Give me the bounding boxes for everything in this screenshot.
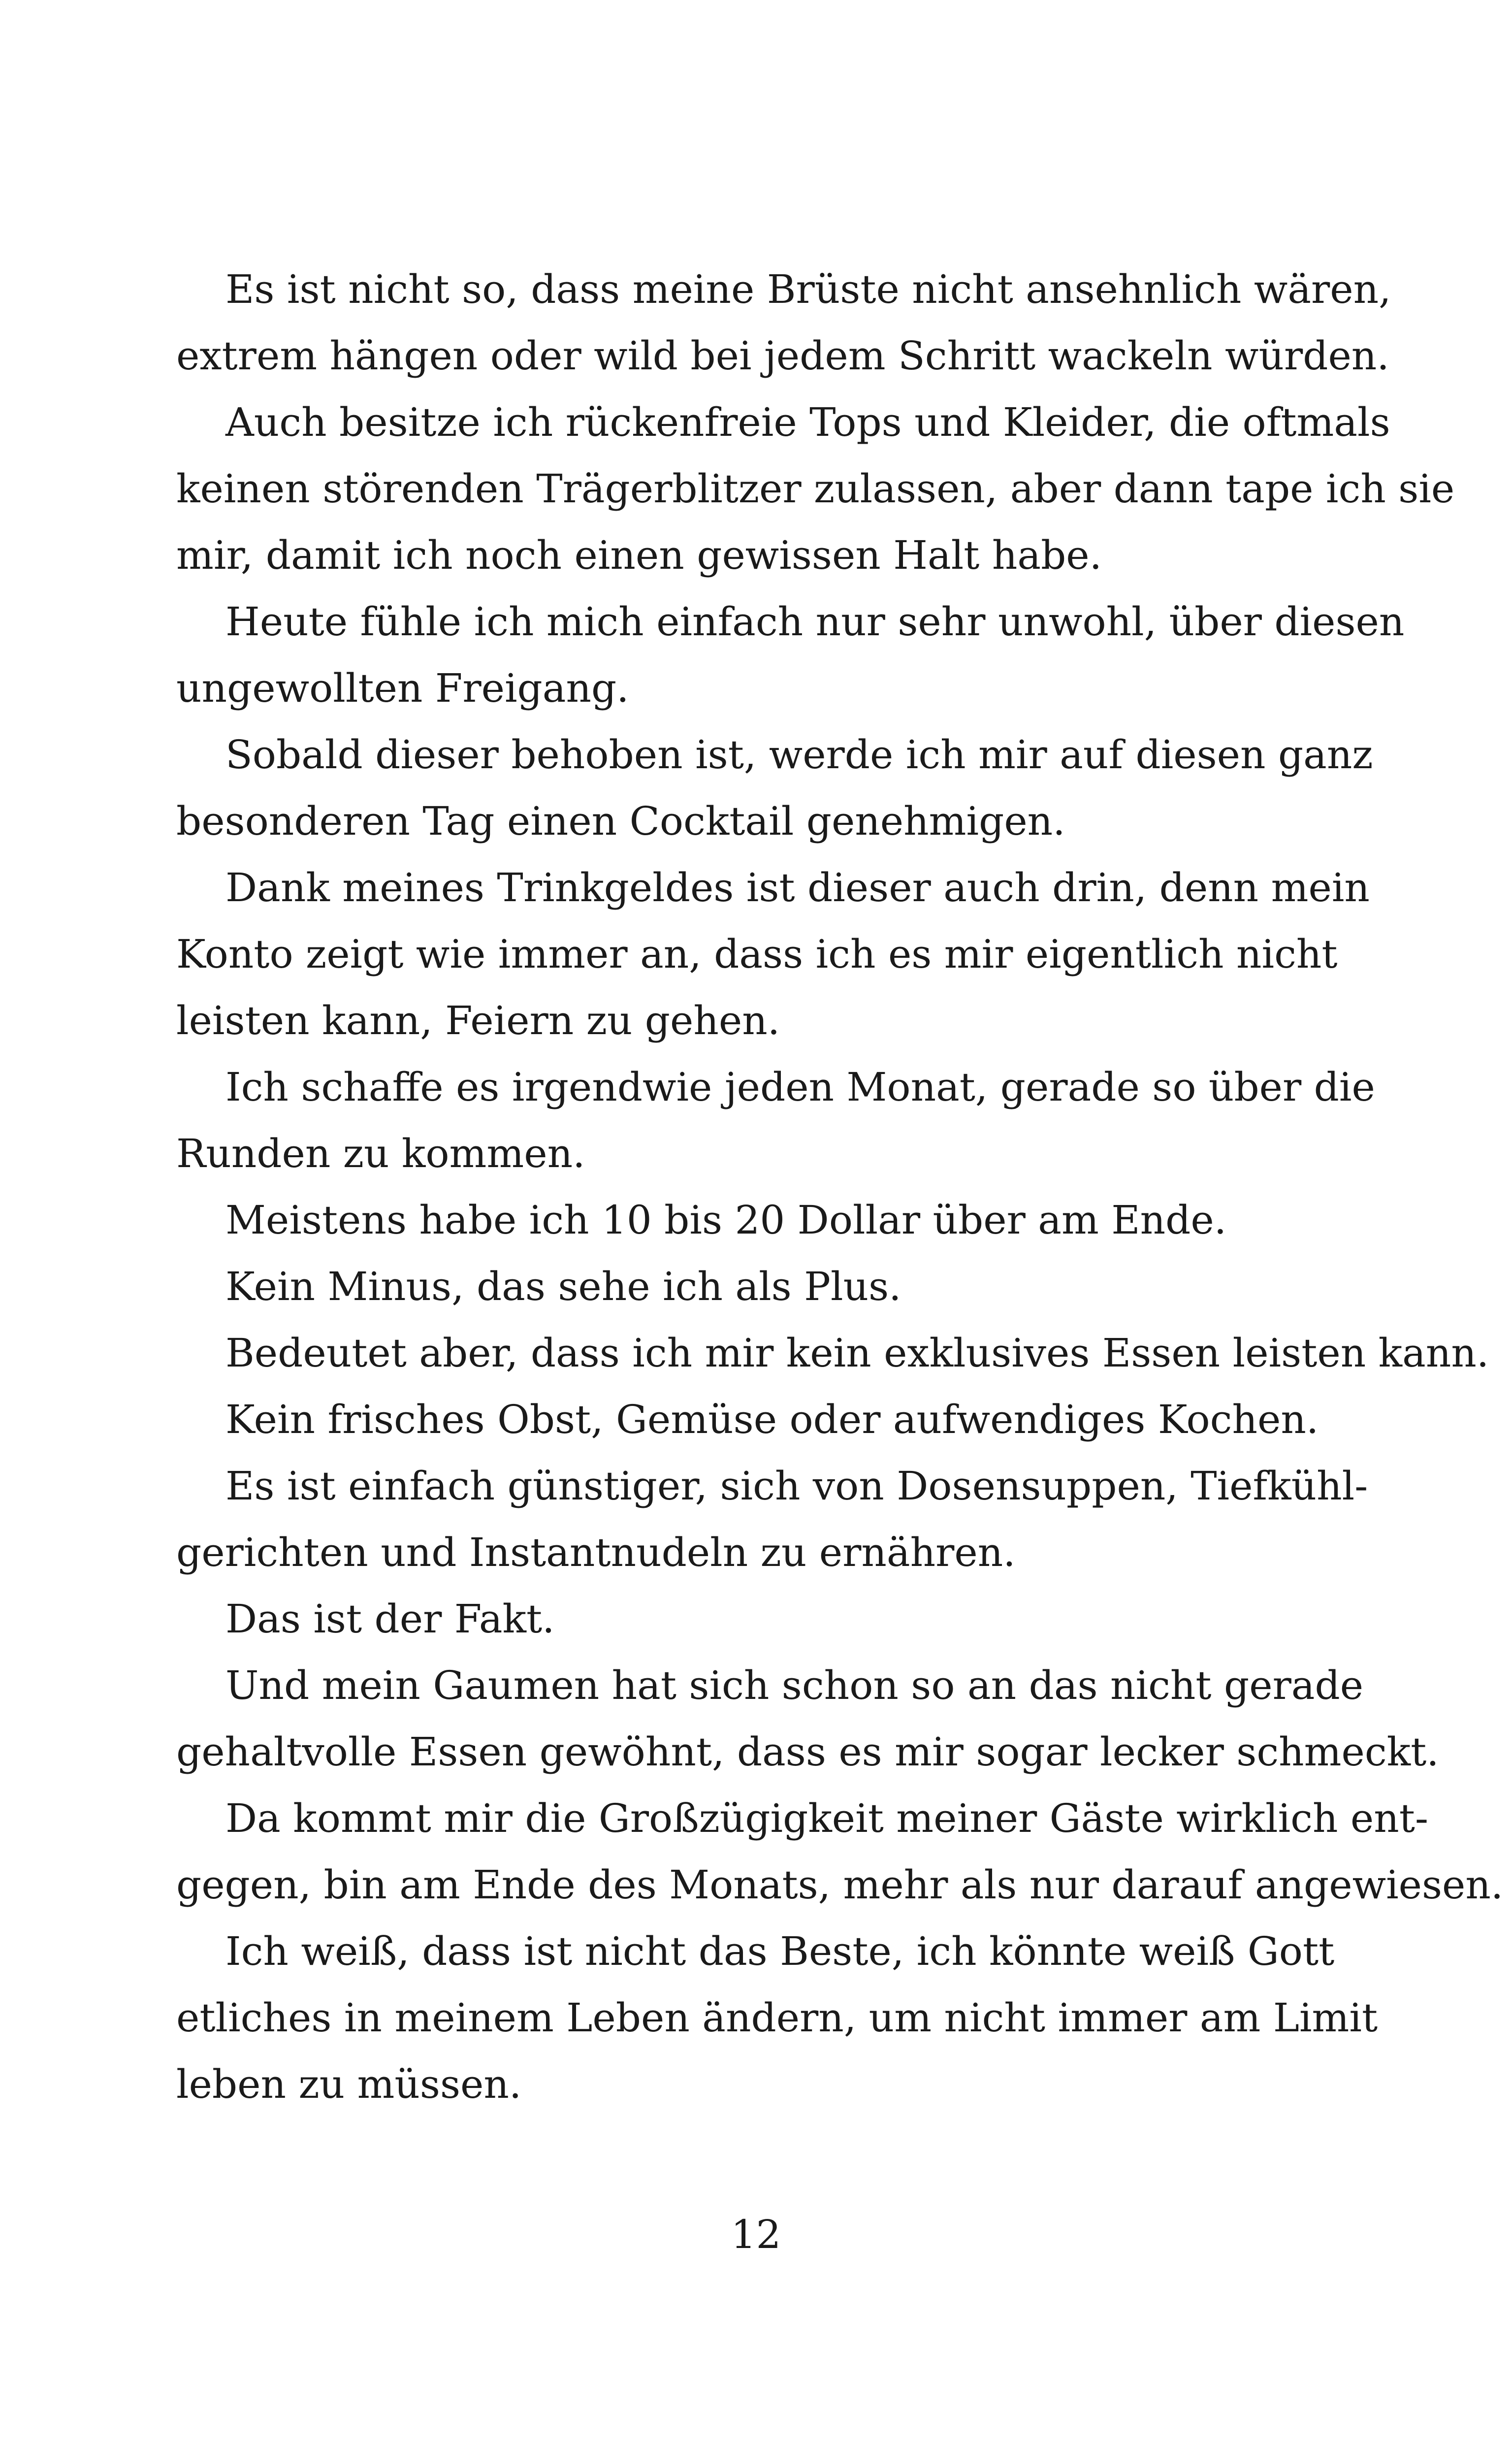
text-line: Kein Minus, das sehe ich als Plus. — [225, 1264, 901, 1309]
text-line: Sobald dieser behoben ist, werde ich mir auf diesen ganz — [225, 732, 1373, 778]
text-line: Bedeutet aber, dass ich mir kein exklusives Essen leisten kann. — [225, 1330, 1489, 1376]
text-line: etliches in meinem Leben ändern, um nicht immer am Limit — [176, 1995, 1378, 2041]
text-line: Es ist einfach günstiger, sich von Dosensuppen, Tiefkühl- — [225, 1463, 1368, 1509]
text-line: mir, damit ich noch einen gewissen Halt habe. — [176, 532, 1102, 578]
text-line: Kein frisches Obst, Gemüse oder aufwendiges Kochen. — [225, 1397, 1319, 1442]
text-line: extrem hängen oder wild bei jedem Schritt wackeln würden. — [176, 333, 1389, 379]
text-line: Es ist nicht so, dass meine Brüste nicht ansehnlich wären, — [225, 266, 1391, 312]
text-line: ungewollten Freigang. — [176, 665, 629, 711]
text-line: gerichten und Instantnudeln zu ernähren. — [176, 1530, 1016, 1575]
text-line: Ich schaffe es irgendwie jeden Monat, gerade so über die — [225, 1064, 1375, 1110]
text-line: Und mein Gaumen hat sich schon so an das nicht gerade — [225, 1662, 1364, 1708]
text-line: Dank meines Trinkgeldes ist dieser auch drin, denn mein — [225, 865, 1370, 911]
text-line: besonderen Tag einen Cocktail genehmigen. — [176, 798, 1065, 844]
text-line: Auch besitze ich rückenfreie Tops und Kleider, die oftmals — [225, 399, 1390, 445]
text-line: Meistens habe ich 10 bis 20 Dollar über am Ende. — [225, 1197, 1227, 1243]
text-line: gegen, bin am Ende des Monats, mehr als nur darauf angewiesen. — [176, 1862, 1504, 1908]
text-line: Da kommt mir die Großzügigkeit meiner Gäste wirklich ent- — [225, 1795, 1428, 1841]
page-number: 12 — [731, 2212, 781, 2257]
text-line: leben zu müssen. — [176, 2061, 522, 2107]
text-line: keinen störenden Trägerblitzer zulassen, aber dann tape ich sie — [176, 466, 1455, 512]
text-line: Runden zu kommen. — [176, 1131, 585, 1176]
text-line: Konto zeigt wie immer an, dass ich es mir eigentlich nicht — [176, 931, 1338, 977]
text-line: Ich weiß, dass ist nicht das Beste, ich könnte weiß Gott — [225, 1928, 1335, 1974]
body-text — [176, 256, 1504, 2117]
text-line: leisten kann, Feiern zu gehen. — [176, 998, 780, 1043]
text-line: gehaltvolle Essen gewöhnt, dass es mir sogar lecker schmeckt. — [176, 1729, 1439, 1775]
text-line: Heute fühle ich mich einfach nur sehr unwohl, über diesen — [225, 599, 1405, 645]
text-line: Das ist der Fakt. — [225, 1596, 555, 1642]
